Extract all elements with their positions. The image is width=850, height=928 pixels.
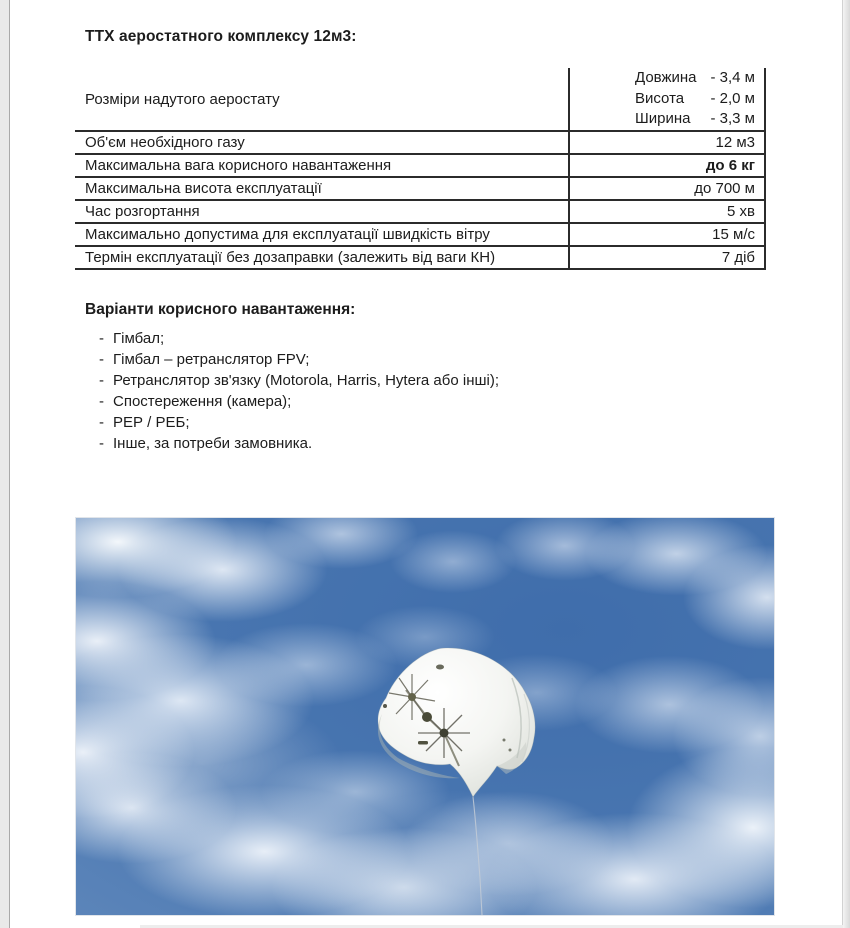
table-row (75, 178, 766, 201)
aerostat-balloon (76, 518, 774, 915)
list-item (85, 328, 499, 349)
list-item (85, 433, 499, 454)
dimension-name: Довжина (635, 69, 697, 87)
dimension-name: Висота (635, 89, 685, 107)
aerostat-photo (76, 518, 774, 915)
dimension-value: - 3,4 м (710, 69, 755, 87)
row-value: 7 діб (568, 247, 766, 268)
page-edge-right (842, 0, 850, 928)
balloon-envelope (378, 648, 535, 797)
payload-list (85, 328, 499, 454)
spec-table (75, 68, 766, 270)
row-label: Розміри надутого аеростату (85, 90, 280, 108)
row-label: Максимальна висота експлуатації (85, 180, 322, 197)
list-item-text: Гімбал – ретранслятор FPV; (113, 351, 310, 368)
table-row (75, 247, 766, 270)
row-value: до 700 м (568, 178, 766, 199)
dimension-line (635, 109, 755, 130)
balloon-fitting (418, 741, 428, 745)
table-row (75, 132, 766, 155)
list-item-text: Спостереження (камера); (113, 393, 292, 410)
table-row (75, 68, 766, 132)
dimension-value: - 2,0 м (710, 89, 755, 107)
row-label: Термін експлуатації без дозаправки (залежить від ваги КН) (85, 249, 496, 266)
balloon-fitting (509, 749, 512, 752)
rigging-hub (440, 729, 449, 738)
table-row (75, 155, 766, 178)
bullet-dash: - (99, 372, 104, 389)
balloon-fitting (383, 704, 387, 708)
row-value (568, 68, 766, 130)
list-item (85, 391, 499, 412)
balloon-fitting (503, 739, 506, 742)
row-value: 12 м3 (568, 132, 766, 153)
row-value: до 6 кг (568, 155, 766, 176)
row-label: Час розгортання (85, 203, 200, 220)
list-item (85, 370, 499, 391)
list-item-text: Гімбал; (113, 330, 165, 347)
dimension-name: Ширина (635, 110, 691, 128)
table-row (75, 201, 766, 224)
row-label: Максимальна вага корисного навантаження (85, 157, 392, 174)
list-item (85, 412, 499, 433)
payload-heading: Варіанти корисного навантаження: (85, 301, 356, 318)
list-item-text: РЕР / РЕБ; (113, 414, 190, 431)
balloon-fitting (422, 712, 432, 722)
rigging-hub (408, 693, 416, 701)
row-label: Максимально допустима для експлуатації швидкість вітру (85, 226, 490, 243)
dimension-value: - 3,3 м (710, 110, 755, 128)
row-label: Об'єм необхідного газу (85, 134, 245, 151)
dimension-line (635, 68, 755, 89)
list-item-text: Ретранслятор зв'язку (Motorola, Harris, Hytera або інші); (113, 372, 500, 389)
row-value: 15 м/с (568, 224, 766, 245)
bullet-dash: - (99, 414, 104, 431)
list-item-text: Інше, за потреби замовника. (113, 435, 313, 452)
row-value: 5 хв (568, 201, 766, 222)
bullet-dash: - (99, 351, 104, 368)
dimension-line (635, 89, 755, 110)
balloon-fitting (436, 665, 444, 670)
bullet-dash: - (99, 330, 104, 347)
list-item (85, 349, 499, 370)
bullet-dash: - (99, 435, 104, 452)
payload-options-section (85, 301, 499, 454)
table-row (75, 224, 766, 247)
page-title: ТТХ аеростатного комплексу 12м3: (85, 28, 357, 45)
bullet-dash: - (99, 393, 104, 410)
tether-line (473, 797, 482, 915)
page-edge-left (0, 0, 10, 928)
